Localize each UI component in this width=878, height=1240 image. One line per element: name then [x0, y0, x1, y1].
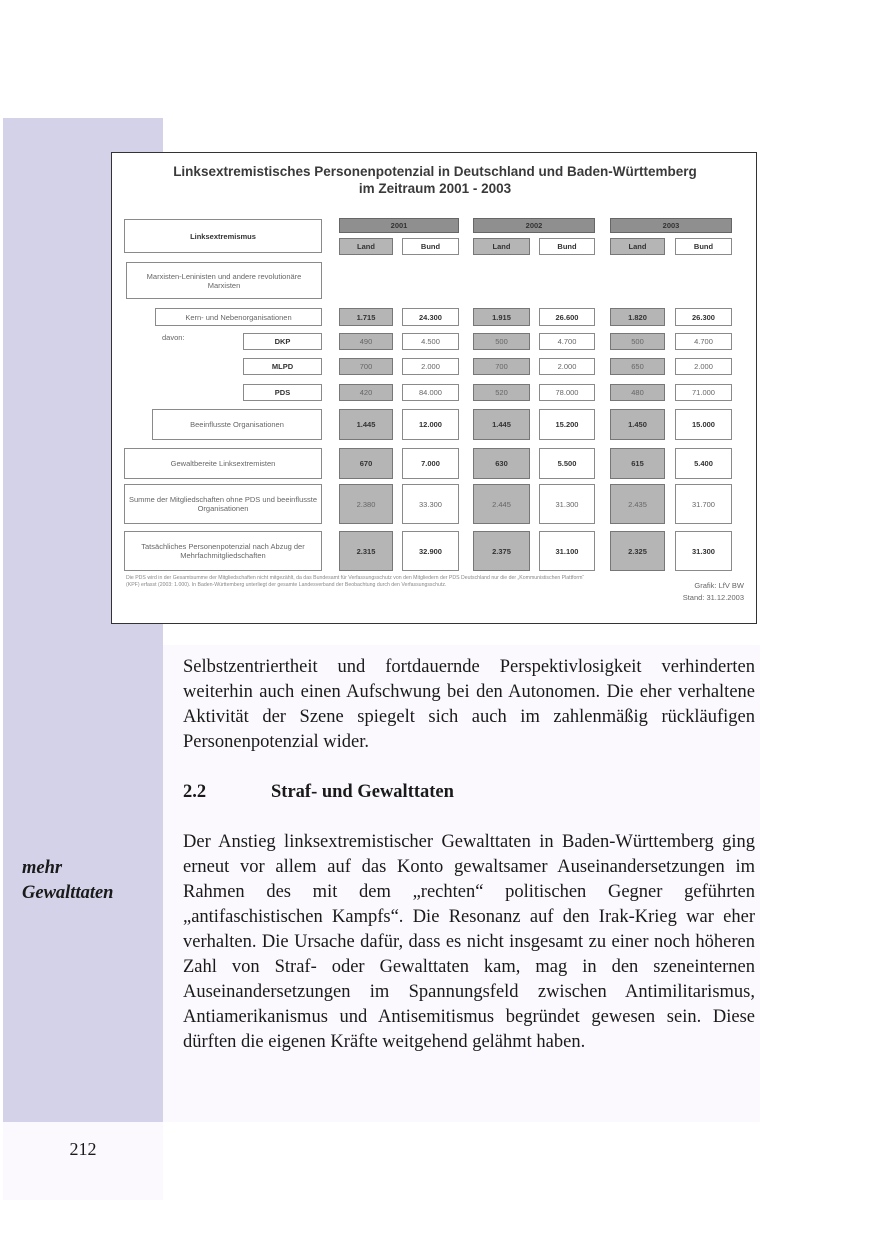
row-label: Tatsächliches Personenpotenzial nach Abzug der Mehrfachmitgliedschaften	[124, 531, 322, 571]
column-bund: Bund	[539, 238, 595, 255]
column-land: Land	[610, 238, 665, 255]
row-label: PDS	[243, 384, 322, 401]
value-cell: 31.700	[675, 484, 732, 524]
column-bund: Bund	[402, 238, 459, 255]
value-cell: 5.400	[675, 448, 732, 479]
value-cell: 1.915	[473, 308, 530, 326]
year-header-2003: 2003	[610, 218, 732, 233]
value-cell: 31.100	[539, 531, 595, 571]
column-land: Land	[339, 238, 393, 255]
value-cell: 12.000	[402, 409, 459, 440]
value-cell: 1.445	[473, 409, 530, 440]
value-cell: 650	[610, 358, 665, 375]
row-label: MLPD	[243, 358, 322, 375]
value-cell: 4.500	[402, 333, 459, 350]
value-cell: 84.000	[402, 384, 459, 401]
row-group-label: Marxisten-Leninisten und andere revolutionäre Marxisten	[126, 262, 322, 299]
value-cell: 1.450	[610, 409, 665, 440]
value-cell: 15.200	[539, 409, 595, 440]
value-cell: 4.700	[539, 333, 595, 350]
value-cell: 2.435	[610, 484, 665, 524]
value-cell: 31.300	[539, 484, 595, 524]
figure-title	[112, 163, 758, 197]
value-cell: 1.445	[339, 409, 393, 440]
section-title: Straf- und Gewalttaten	[271, 782, 454, 802]
value-cell: 1.820	[610, 308, 665, 326]
row-label: DKP	[243, 333, 322, 350]
credit-source: Grafik: LfV BW	[694, 581, 744, 590]
header-label: Linksextremismus	[124, 219, 322, 253]
credit-date: Stand: 31.12.2003	[682, 593, 744, 602]
value-cell: 2.000	[675, 358, 732, 375]
value-cell: 500	[610, 333, 665, 350]
value-cell: 24.300	[402, 308, 459, 326]
value-cell: 480	[610, 384, 665, 401]
column-bund: Bund	[675, 238, 732, 255]
value-cell: 615	[610, 448, 665, 479]
figure-title-line1: Linksextremistisches Personenpotenzial in Deutschland und Baden-Württemberg	[173, 164, 697, 179]
value-cell: 7.000	[402, 448, 459, 479]
margin-note-line1: mehr	[22, 858, 63, 878]
figure-title-line2: im Zeitraum 2001 - 2003	[358, 181, 512, 196]
page-number: 212	[69, 1139, 97, 1159]
body-paragraph-1: Selbstzentriertheit und fortdauernde Perspektivlosigkeit verhinderten weiterhin auch einen Aufschwung bei den Autonomen. Die eher verhaltene Aktivität der Szene spiegelt sich auch im zahlenmäßig rückläufigen Personenpotenzial wider.	[183, 657, 755, 752]
value-cell: 31.300	[675, 531, 732, 571]
value-cell: 2.315	[339, 531, 393, 571]
value-cell: 78.000	[539, 384, 595, 401]
figure-footnote: Die PDS wird in der Gesamtsumme der Mitgliedschaften nicht mitgezählt, da das Bundesamt für Verfassungsschutz von den Mitgliedern der PDS Deutschland nur die der „Kommunistischen Plattform“ (KPF) erfasst (2003: 1.000). In Baden-Württemberg unterliegt der gesamte Landesverband der Beobachtung durch den Verfassungsschutz.	[126, 575, 585, 588]
value-cell: 500	[473, 333, 530, 350]
value-cell: 630	[473, 448, 530, 479]
value-cell: 33.300	[402, 484, 459, 524]
row-label: Beeinflusste Organisationen	[152, 409, 322, 440]
value-cell: 2.380	[339, 484, 393, 524]
column-land: Land	[473, 238, 530, 255]
footer-background	[3, 1122, 163, 1200]
row-label: Summe der Mitgliedschaften ohne PDS und beeinflusste Organisationen	[124, 484, 322, 524]
value-cell: 4.700	[675, 333, 732, 350]
value-cell: 520	[473, 384, 530, 401]
figure-credit	[683, 580, 744, 604]
value-cell: 15.000	[675, 409, 732, 440]
year-header-2001: 2001	[339, 218, 459, 233]
value-cell: 2.375	[473, 531, 530, 571]
margin-note-line2: Gewalttaten	[22, 883, 114, 903]
row-label: Kern- und Nebenorganisationen	[155, 308, 322, 326]
value-cell: 2.325	[610, 531, 665, 571]
row-label: Gewaltbereite Linksextremisten	[124, 448, 322, 479]
davon-label: davon:	[162, 333, 185, 342]
value-cell: 700	[473, 358, 530, 375]
section-heading	[183, 780, 454, 805]
value-cell: 490	[339, 333, 393, 350]
value-cell: 2.445	[473, 484, 530, 524]
year-header-2002: 2002	[473, 218, 595, 233]
value-cell: 32.900	[402, 531, 459, 571]
body-paragraph-2: Der Anstieg linksextremistischer Gewalttaten in Baden-Württemberg ging erneut vor allem auf das Konto gewaltsamer Auseinandersetzungen im Rahmen des mit dem „rechten“ politischen Gegner geführten „antifaschistischen Kampfs“. Die Resonanz auf den Irak-Krieg war eher verhalten. Die Ursache dafür, dass es nicht insgesamt zu einer noch höheren Zahl von Straf- oder Gewalttaten kam, mag in den szeneinternen Auseinandersetzungen im Spannungsfeld zwischen Antimilitarismus, Antiamerikanismus und Antisemitismus begründet gewesen sein. Diese dürften die eigenen Kräfte weitgehend gelähmt haben.	[183, 832, 755, 1052]
value-cell: 420	[339, 384, 393, 401]
value-cell: 2.000	[539, 358, 595, 375]
value-cell: 670	[339, 448, 393, 479]
section-number: 2.2	[183, 782, 207, 802]
margin-note	[22, 856, 113, 906]
value-cell: 5.500	[539, 448, 595, 479]
value-cell: 26.300	[675, 308, 732, 326]
value-cell: 26.600	[539, 308, 595, 326]
value-cell: 71.000	[675, 384, 732, 401]
value-cell: 2.000	[402, 358, 459, 375]
value-cell: 1.715	[339, 308, 393, 326]
value-cell: 700	[339, 358, 393, 375]
statistics-figure	[111, 152, 757, 624]
